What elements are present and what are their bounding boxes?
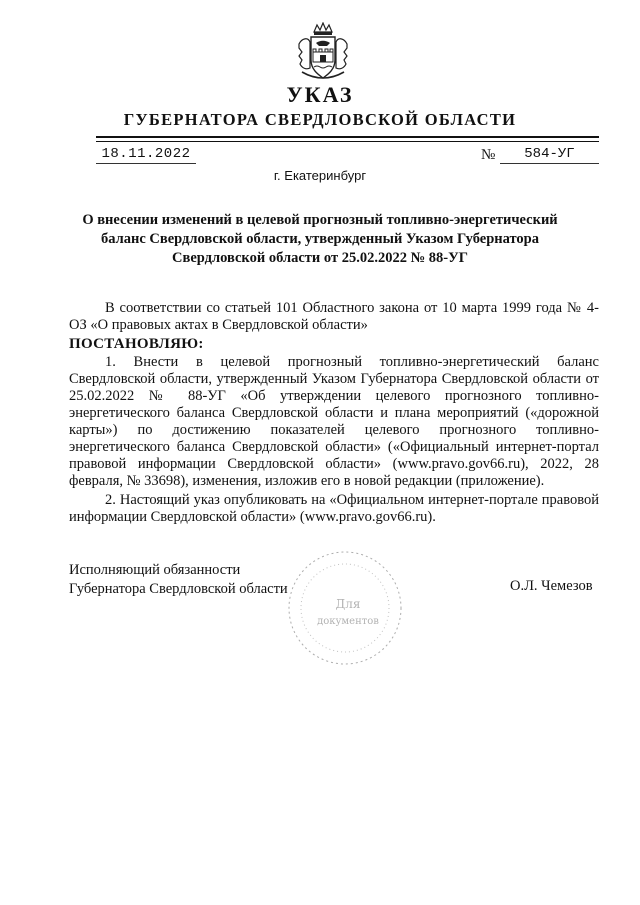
decree-heading: ПОСТАНОВЛЯЮ:	[69, 336, 204, 352]
date-underline	[96, 163, 196, 164]
number-underline	[500, 163, 599, 164]
intro-text: В соответствии со статьей 101 Областного закона от 10 марта 1999 года № 4-ОЗ «О правовых актах в Свердловской области»	[69, 300, 599, 333]
number-label: №	[481, 147, 496, 163]
stamp-line-1: Для	[335, 597, 361, 611]
stamp-line-2: документов	[317, 616, 379, 627]
header-rule-thick	[96, 136, 599, 138]
city: г. Екатеринбург	[273, 168, 367, 183]
official-stamp	[280, 548, 410, 678]
signatory-name: О.Л. Чемезов	[510, 578, 593, 594]
document-date: 18.11.2022	[101, 146, 191, 162]
header-rule-thin	[96, 141, 599, 142]
item-2	[69, 492, 599, 526]
document-title: О внесении изменений в целевой прогнозный топливно-энергетический баланс Свердловской области, утвержденный Указом Губернатора Свердловской области от 25.02.2022 № 88-УГ	[82, 212, 558, 266]
coat-of-arms-icon	[296, 22, 350, 82]
document-number: 584-УГ	[524, 146, 575, 162]
issuing-authority: ГУБЕРНАТОРА СВЕРДЛОВСКОЙ ОБЛАСТИ	[123, 110, 517, 129]
intro-paragraph	[69, 300, 599, 334]
item-1	[69, 354, 599, 490]
item-2-text: 2. Настоящий указ опубликовать на «Официальном интернет-портале правовой информации Свердловской области» (www.pravo.gov66.ru).	[69, 492, 599, 525]
signatory-role-line-1: Исполняющий обязанности	[69, 562, 241, 578]
item-1-text: 1. Внести в целевой прогнозный топливно-энергетический баланс Свердловской области, утвержденный Указом Губернатора Свердловской области от 25.02.2022 № 88-УГ «Об утверждении целевого прогнозного топливно-энергетического баланса Свердловской области и плана мероприятий («дорожной карты») по достижению показателей целевого прогнозного топливно-энергетического баланса Свердловской области» («Официальный интернет-портал правовой информации Свердловской области» (www.pravo.gov66.ru), 2022, 28 февраля, № 33698), изменения, изложив его в новой редакции (приложение).	[69, 354, 599, 489]
signatory-role	[69, 561, 288, 599]
signatory-role-line-2: Губернатора Свердловской области	[69, 581, 288, 597]
document-type: УКАЗ	[286, 82, 354, 107]
